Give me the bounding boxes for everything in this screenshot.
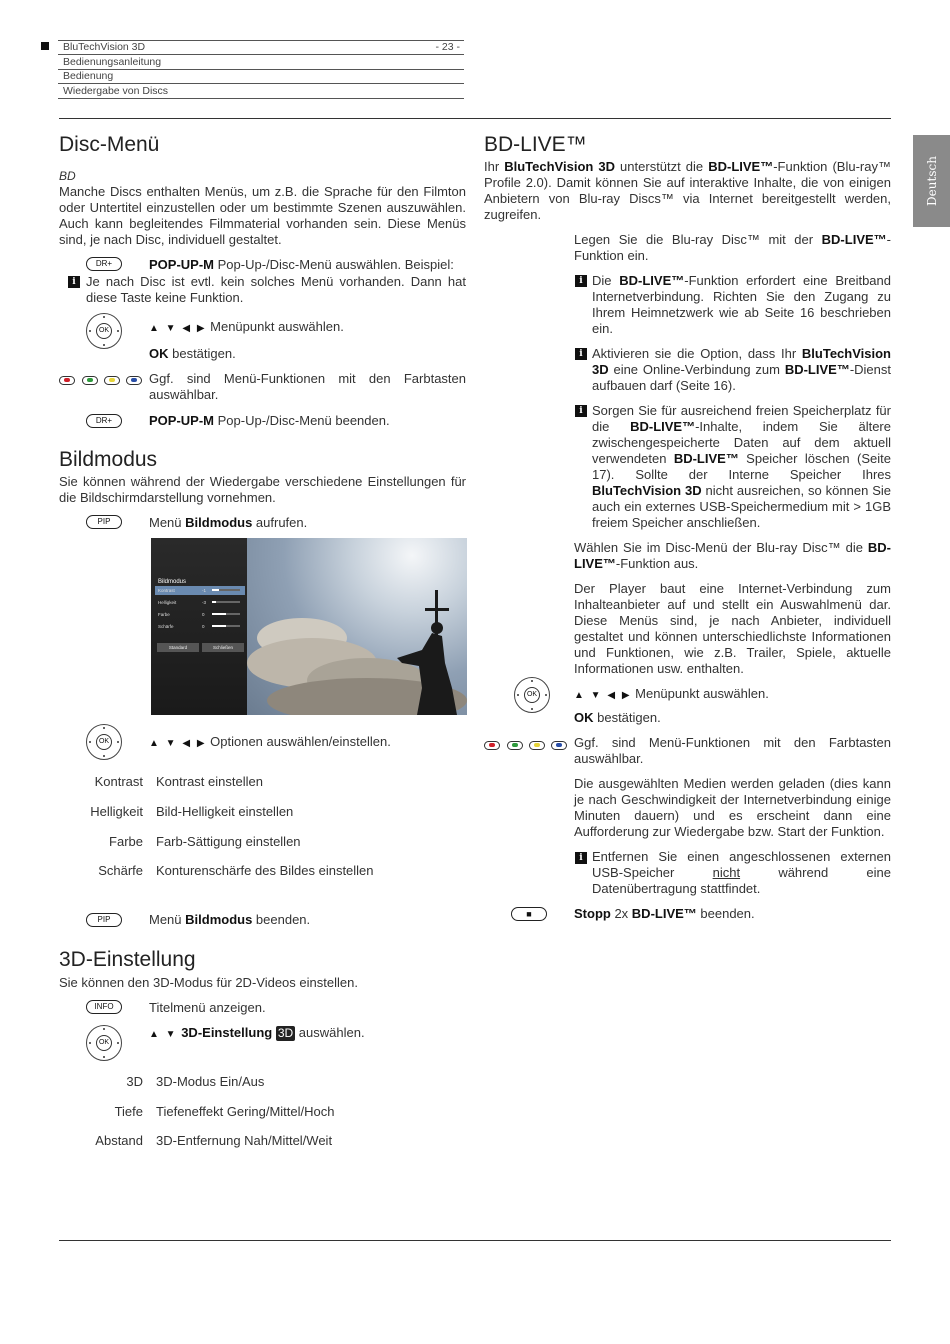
ok-navigation-key — [514, 677, 550, 713]
dr-plus-key: DR+ — [86, 414, 122, 428]
three-d-intro: Sie können den 3D-Modus für 2D-Videos einstellen. — [59, 975, 358, 990]
open-pre: Menü — [149, 515, 186, 530]
disc-menu-title: Disc-Menü — [59, 133, 160, 156]
open-post: aufrufen. — [252, 515, 308, 530]
osd-row-fill — [212, 589, 219, 591]
osd-menu-panel — [151, 538, 247, 715]
info-icon: i — [68, 276, 80, 288]
statue-silhouette — [247, 538, 467, 715]
close-bold: Bildmodus — [185, 912, 253, 927]
bdlive-step2 — [574, 540, 891, 572]
setting-desc: Konturenschärfe des Bildes einstellen — [156, 863, 374, 878]
ok-key-label: OK — [96, 323, 112, 339]
bdlive-note1 — [592, 273, 891, 337]
ok-key-label: OK — [96, 734, 112, 750]
green-key-icon — [82, 376, 98, 385]
t: BD-LIVE™ — [630, 419, 696, 434]
stop-key-icon: ■ — [511, 907, 547, 921]
osd-menu-title: Bildmodus — [158, 579, 187, 585]
t: BluTechVision 3D — [592, 483, 702, 498]
t: nicht ausreichen, so können Sie auch ein externes USB-Speichermedium mit > 1GB freiem Speicher anschließen. — [592, 483, 891, 530]
setting-label: Tiefe — [114, 1104, 143, 1119]
three-d-select-line — [149, 1025, 365, 1043]
t: unterstützt die — [615, 159, 709, 174]
t: während eine Datenübertragung stattfindet. — [592, 865, 891, 896]
breadcrumb-2: Bedienung — [63, 70, 114, 82]
t: BluTechVision 3D — [592, 346, 891, 377]
t: -Funktion ein. — [574, 232, 891, 263]
osd-row-value: -1 — [202, 588, 207, 593]
language-tab[interactable] — [913, 135, 950, 227]
red-key-icon — [59, 376, 75, 385]
yellow-key-icon — [104, 376, 120, 385]
bdlive-note3 — [592, 403, 891, 531]
popup-key-label: POP-UP-M — [149, 257, 214, 272]
bildmodus-screenshot — [151, 538, 467, 715]
options-line — [149, 734, 391, 752]
setting-desc: 3D-Modus Ein/Aus — [156, 1074, 265, 1089]
setting-desc: 3D-Entfernung Nah/Mittel/Weit — [156, 1133, 333, 1148]
osd-row-name: Schärfe — [158, 624, 174, 629]
info-icon: i — [575, 405, 587, 417]
bdlive-intro — [484, 159, 891, 223]
t: BD-LIVE™ — [821, 232, 887, 247]
dr-plus-key: DR+ — [86, 257, 122, 271]
bildmodus-open-line — [149, 515, 307, 531]
setting-label: Helligkeit — [90, 804, 143, 819]
t: eine Online-Verbindung zum — [608, 362, 785, 377]
t: -Inhalte, indem Sie ältere zwischengespeicherte Daten auf dem aktuell verwendeten — [592, 419, 891, 466]
ok-confirm-text: bestätigen. — [168, 346, 236, 361]
bdlive-note2 — [592, 346, 891, 394]
bdlive-menu-select — [574, 686, 769, 704]
osd-standard-button[interactable]: Standard — [157, 643, 199, 652]
osd-row-farbe[interactable] — [155, 610, 245, 619]
info-icon: i — [575, 852, 587, 864]
osd-row-fill — [212, 601, 216, 603]
bildmodus-intro: Sie können während der Wiedergabe verschiedene Einstellungen für die Bildschirmdarstellung vornehmen. — [59, 474, 466, 505]
yellow-key-icon — [529, 741, 545, 750]
t: BD-LIVE™ — [784, 362, 850, 377]
info-icon: i — [575, 275, 587, 287]
header-rule — [58, 54, 464, 55]
blue-key-icon — [126, 376, 142, 385]
page-number: - 23 - — [435, 41, 460, 53]
t: -Funktion aus. — [615, 556, 699, 571]
bdlive-stop-line — [574, 906, 755, 922]
t: OK — [574, 710, 594, 725]
t: BD-LIVE™ — [673, 451, 739, 466]
bildmodus-title: Bildmodus — [59, 448, 158, 471]
setting-label: Farbe — [109, 834, 143, 849]
t: Speicher löschen (Seite 17). Sollte der Interne Speicher Ihres — [592, 451, 891, 482]
t: bestätigen. — [593, 710, 661, 725]
popup-instruction — [149, 257, 466, 273]
popup-note: Je nach Disc ist evtl. kein solches Menü vorhanden. Dann hat diese Taste keine Funktion. — [86, 274, 466, 305]
popup-end-text: Pop-Up-/Disc-Menü beenden. — [214, 413, 390, 428]
pip-key: PIP — [86, 913, 122, 927]
osd-row-kontrast[interactable] — [155, 586, 245, 595]
t: BluTechVision 3D — [504, 159, 615, 174]
three-d-title: 3D-Einstellung — [59, 948, 196, 971]
bdlive-step3: Der Player baut eine Internet-Verbindung zum Inhalteanbieter auf und stellt ein Auswahlmenü dar. Diese Menüs sind, je nach Anbieter, individuell gestaltet und können unterschiedlichste Informationen und Funktionen, wie z.B. Trailer, Spiele, aktuelle Informationen usw. enthalten. — [574, 581, 891, 676]
info-icon: i — [575, 348, 587, 360]
sky-photo — [247, 538, 467, 715]
setting-label: Schärfe — [98, 863, 143, 878]
osd-row-schaerfe[interactable] — [155, 622, 245, 631]
three-d-badge: 3D — [277, 1026, 294, 1040]
setting-desc: Farb-Sättigung einstellen — [156, 834, 301, 849]
t: -Funktion (Blu-ray™ Profile 2.0). Damit können Sie auf interaktive Inhalte, die von einigen Anbietern von Blu-ray Discs™ via Internet bereitgestellt werden, zugreifen. — [484, 159, 891, 222]
header-rule — [58, 98, 464, 99]
menu-select-line — [149, 319, 344, 337]
green-key-icon — [507, 741, 523, 750]
setting-label: Kontrast — [94, 774, 143, 789]
osd-row-fill — [212, 625, 226, 627]
arrow-keys-icon: ▲ ▼ ◀ ▶ — [149, 738, 207, 749]
bdlive-step1 — [574, 232, 891, 264]
three-d-select-post: auswählen. — [295, 1025, 365, 1040]
setting-label: Abstand — [95, 1133, 143, 1148]
bdlive-step4: Die ausgewählten Medien werden geladen (dies kann je nach Geschwindigkeit der Internetverbindung einige Minuten dauern) und es erscheint dann eine Aufforderung zur Wiedergabe bzw. Start der Funktion. — [574, 776, 891, 839]
t: -Funktion erfordert eine Breitband Internetverbindung. Richten Sie den Zugang zu Ihrem Heimnetzwerk wie ab Seite 16 beschrieben ein. — [592, 273, 891, 336]
close-pre: Menü — [149, 912, 186, 927]
bottom-rule — [59, 1240, 891, 1241]
t: Legen Sie die Blu-ray Disc™ mit der — [574, 232, 822, 247]
open-bold: Bildmodus — [185, 515, 253, 530]
setting-desc: Kontrast einstellen — [156, 774, 263, 789]
t: BD-LIVE™ — [619, 273, 685, 288]
t: Die — [592, 273, 620, 288]
ok-confirm-line — [149, 346, 236, 362]
osd-row-fill — [212, 613, 226, 615]
red-key-icon — [484, 741, 500, 750]
bdlive-color-keys: Ggf. sind Menü-Funktionen mit den Farbtasten auswählbar. — [574, 735, 891, 766]
language-tab-label: Deutsch — [924, 156, 939, 206]
ok-navigation-key — [86, 724, 122, 760]
popup-end-line — [149, 413, 466, 429]
popup-end-key: POP-UP-M — [149, 413, 214, 428]
header-bullet — [41, 42, 49, 50]
arrow-up-down-icon: ▲ ▼ — [149, 1029, 178, 1040]
close-post: beenden. — [252, 912, 311, 927]
t: BD-LIVE™ — [708, 159, 774, 174]
osd-row-name: Helligkeit — [158, 600, 177, 605]
t: Wählen Sie im Disc-Menü der Blu-ray Disc™ die — [574, 540, 868, 555]
bdlive-ok-confirm — [574, 710, 661, 726]
t: BD-LIVE™ — [574, 540, 891, 571]
setting-desc: Bild-Helligkeit einstellen — [156, 804, 294, 819]
header-rule — [58, 69, 464, 70]
menu-select-text: Menüpunkt auswählen. — [210, 319, 344, 334]
top-rule — [59, 118, 891, 119]
osd-close-button[interactable]: Schließen — [202, 643, 244, 652]
setting-desc: Tiefeneffekt Gering/Mittel/Hoch — [156, 1104, 335, 1119]
ok-navigation-key — [86, 313, 122, 349]
disc-menu-intro: Manche Discs enthalten Menüs, um z.B. die Sprache für den Filmton oder Untertitel einzustellen oder um bestimmte Szenen auszuwählen. Auch kann begleitendes Filmmaterial vorhanden sein. Diese Menüs sind, je nach Disc, individuell gestaltet. — [59, 184, 466, 247]
breadcrumb-1: Bedienungsanleitung — [63, 56, 162, 68]
popup-text: Pop-Up-/Disc-Menü auswählen. Beispiel: — [214, 257, 454, 272]
breadcrumb-3: Wiedergabe von Discs — [63, 85, 169, 97]
t: nicht — [712, 865, 741, 880]
ok-key-label: OK — [524, 687, 540, 703]
t: BD-LIVE™ — [631, 906, 697, 921]
osd-row-name: Kontrast — [158, 588, 175, 593]
t: beenden. — [696, 906, 755, 921]
options-text: Optionen auswählen/einstellen. — [210, 734, 391, 749]
osd-row-value: 0 — [202, 612, 205, 617]
t: Ihr — [484, 159, 505, 174]
ok-key-label: OK — [96, 1035, 112, 1051]
three-d-select-bold: 3D-Einstellung — [181, 1025, 273, 1040]
bildmodus-close-line — [149, 912, 310, 928]
ok-bold: OK — [149, 346, 169, 361]
osd-row-helligkeit[interactable] — [155, 598, 245, 607]
t: Stopp — [574, 906, 611, 921]
t: Entfernen Sie einen angeschlossenen externen USB-Speicher — [592, 849, 891, 880]
t: Sorgen Sie für ausreichend freien Speicherplatz für die — [592, 403, 891, 434]
bdlive-title: BD-LIVE™ — [484, 133, 587, 156]
ok-navigation-key — [86, 1025, 122, 1061]
arrow-keys-icon: ▲ ▼ ◀ ▶ — [149, 323, 207, 334]
osd-row-value: -3 — [202, 600, 207, 605]
info-key: INFO — [86, 1000, 122, 1014]
setting-label: 3D — [126, 1074, 143, 1089]
t: -Dienst aufbauen darf (Seite 16). — [592, 362, 891, 393]
title-menu-text: Titelmenü anzeigen. — [149, 1000, 266, 1015]
bd-tag: BD — [59, 169, 76, 183]
bdlive-note4 — [592, 849, 891, 897]
t: Menüpunkt auswählen. — [635, 686, 769, 701]
t: Aktivieren sie die Option, dass Ihr — [592, 346, 802, 361]
color-keys-text: Ggf. sind Menü-Funktionen mit den Farbtasten auswählbar. — [149, 371, 466, 402]
osd-row-value: 0 — [202, 624, 205, 629]
t: 2x — [610, 906, 632, 921]
arrow-keys-icon: ▲ ▼ ◀ ▶ — [574, 690, 632, 701]
osd-row-name: Farbe — [158, 612, 170, 617]
blue-key-icon — [551, 741, 567, 750]
header-product: BluTechVision 3D — [63, 41, 146, 53]
pip-key: PIP — [86, 515, 122, 529]
header-rule — [58, 83, 464, 84]
